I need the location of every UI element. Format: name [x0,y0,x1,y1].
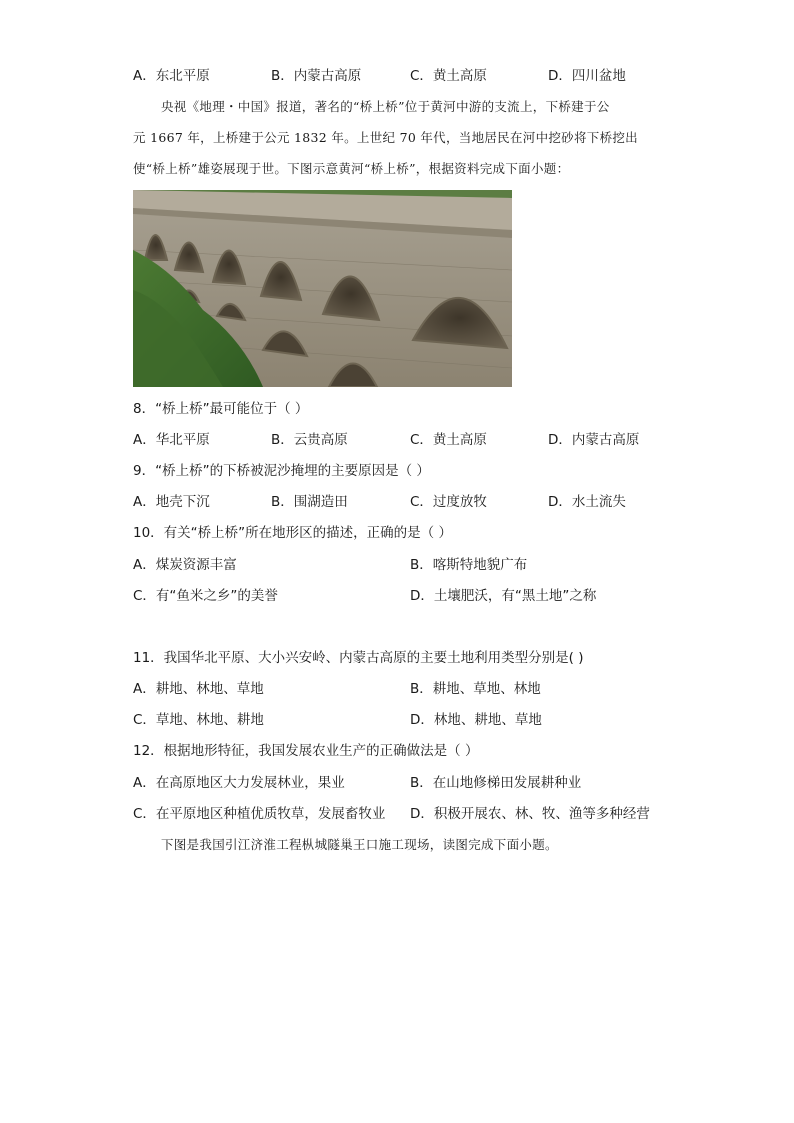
q11-options-cd [133,710,673,730]
bridge-photo [133,190,512,387]
q7-option-b: B．内蒙古高原 [271,68,362,84]
q12-option-c: C．在平原地区种植优质牧草，发展畜牧业 [133,806,386,822]
q12-option-d: D．积极开展农、林、牧、渔等多种经营 [410,806,650,822]
q11-options-ab [133,679,673,699]
passage-line-2: 元 1667 年，上桥建于公元 1832 年。上世纪 70 年代，当地居民在河中挖砂将下桥挖出 [133,130,638,145]
q8-option-d: D．内蒙古高原 [548,432,640,448]
passage-line-3: 使“桥上桥”雄姿展现于世。下图示意黄河“桥上桥”，根据资料完成下面小题： [133,161,570,176]
q7-option-c: C．黄土高原 [410,68,487,84]
q9-option-a: A．地壳下沉 [133,494,210,510]
q9-options [133,492,673,512]
next-figure-intro: 下图是我国引江济淮工程枞城隧巢王口施工现场，读图完成下面小题。 [161,837,558,852]
q10-option-a: A．煤炭资源丰富 [133,557,237,573]
q9-option-c: C．过度放牧 [410,494,487,510]
q8-option-c: C．黄土高原 [410,432,487,448]
q9-option-d: D．水土流失 [548,494,626,510]
q11-option-c: C．草地、林地、耕地 [133,712,264,728]
q12-option-a: A．在高原地区大力发展林业，果业 [133,775,345,791]
q10-stem: 10．有关“桥上桥”所在地形区的描述，正确的是（ ） [133,525,452,541]
q10-options-cd [133,586,673,606]
q10-option-b: B．喀斯特地貌广布 [410,557,528,573]
q12-option-b: B．在山地修梯田发展耕种业 [410,775,582,791]
q10-options-ab [133,555,673,575]
q8-option-a: A．华北平原 [133,432,210,448]
q11-stem: 11．我国华北平原、大小兴安岭、内蒙古高原的主要土地利用类型分别是( ) [133,650,584,666]
passage [133,91,673,184]
q12-stem: 12．根据地形特征，我国发展农业生产的正确做法是（ ） [133,743,479,759]
q11-option-a: A．耕地、林地、草地 [133,681,264,697]
q9-option-b: B．围湖造田 [271,494,348,510]
q7-options [133,66,673,86]
q8-stem: 8．“桥上桥”最可能位于（ ） [133,401,309,417]
q8-option-b: B．云贵高原 [271,432,348,448]
q12-options-cd [133,804,673,824]
q7-option-d: D．四川盆地 [548,68,626,84]
q11-option-d: D．林地、耕地、草地 [410,712,542,728]
q12-options-ab [133,773,673,793]
q8-options [133,430,673,450]
q7-option-a: A．东北平原 [133,68,210,84]
bridge-on-bridge-image [133,190,512,387]
q10-option-c: C．有“鱼米之乡”的美誉 [133,588,278,604]
passage-line-1: 央视《地理・中国》报道，著名的“桥上桥”位于黄河中游的支流上，下桥建于公 [161,99,610,114]
q10-option-d: D．土壤肥沃，有“黑土地”之称 [410,588,597,604]
q9-stem: 9．“桥上桥”的下桥被泥沙掩埋的主要原因是（ ） [133,463,430,479]
q11-option-b: B．耕地、草地、林地 [410,681,541,697]
